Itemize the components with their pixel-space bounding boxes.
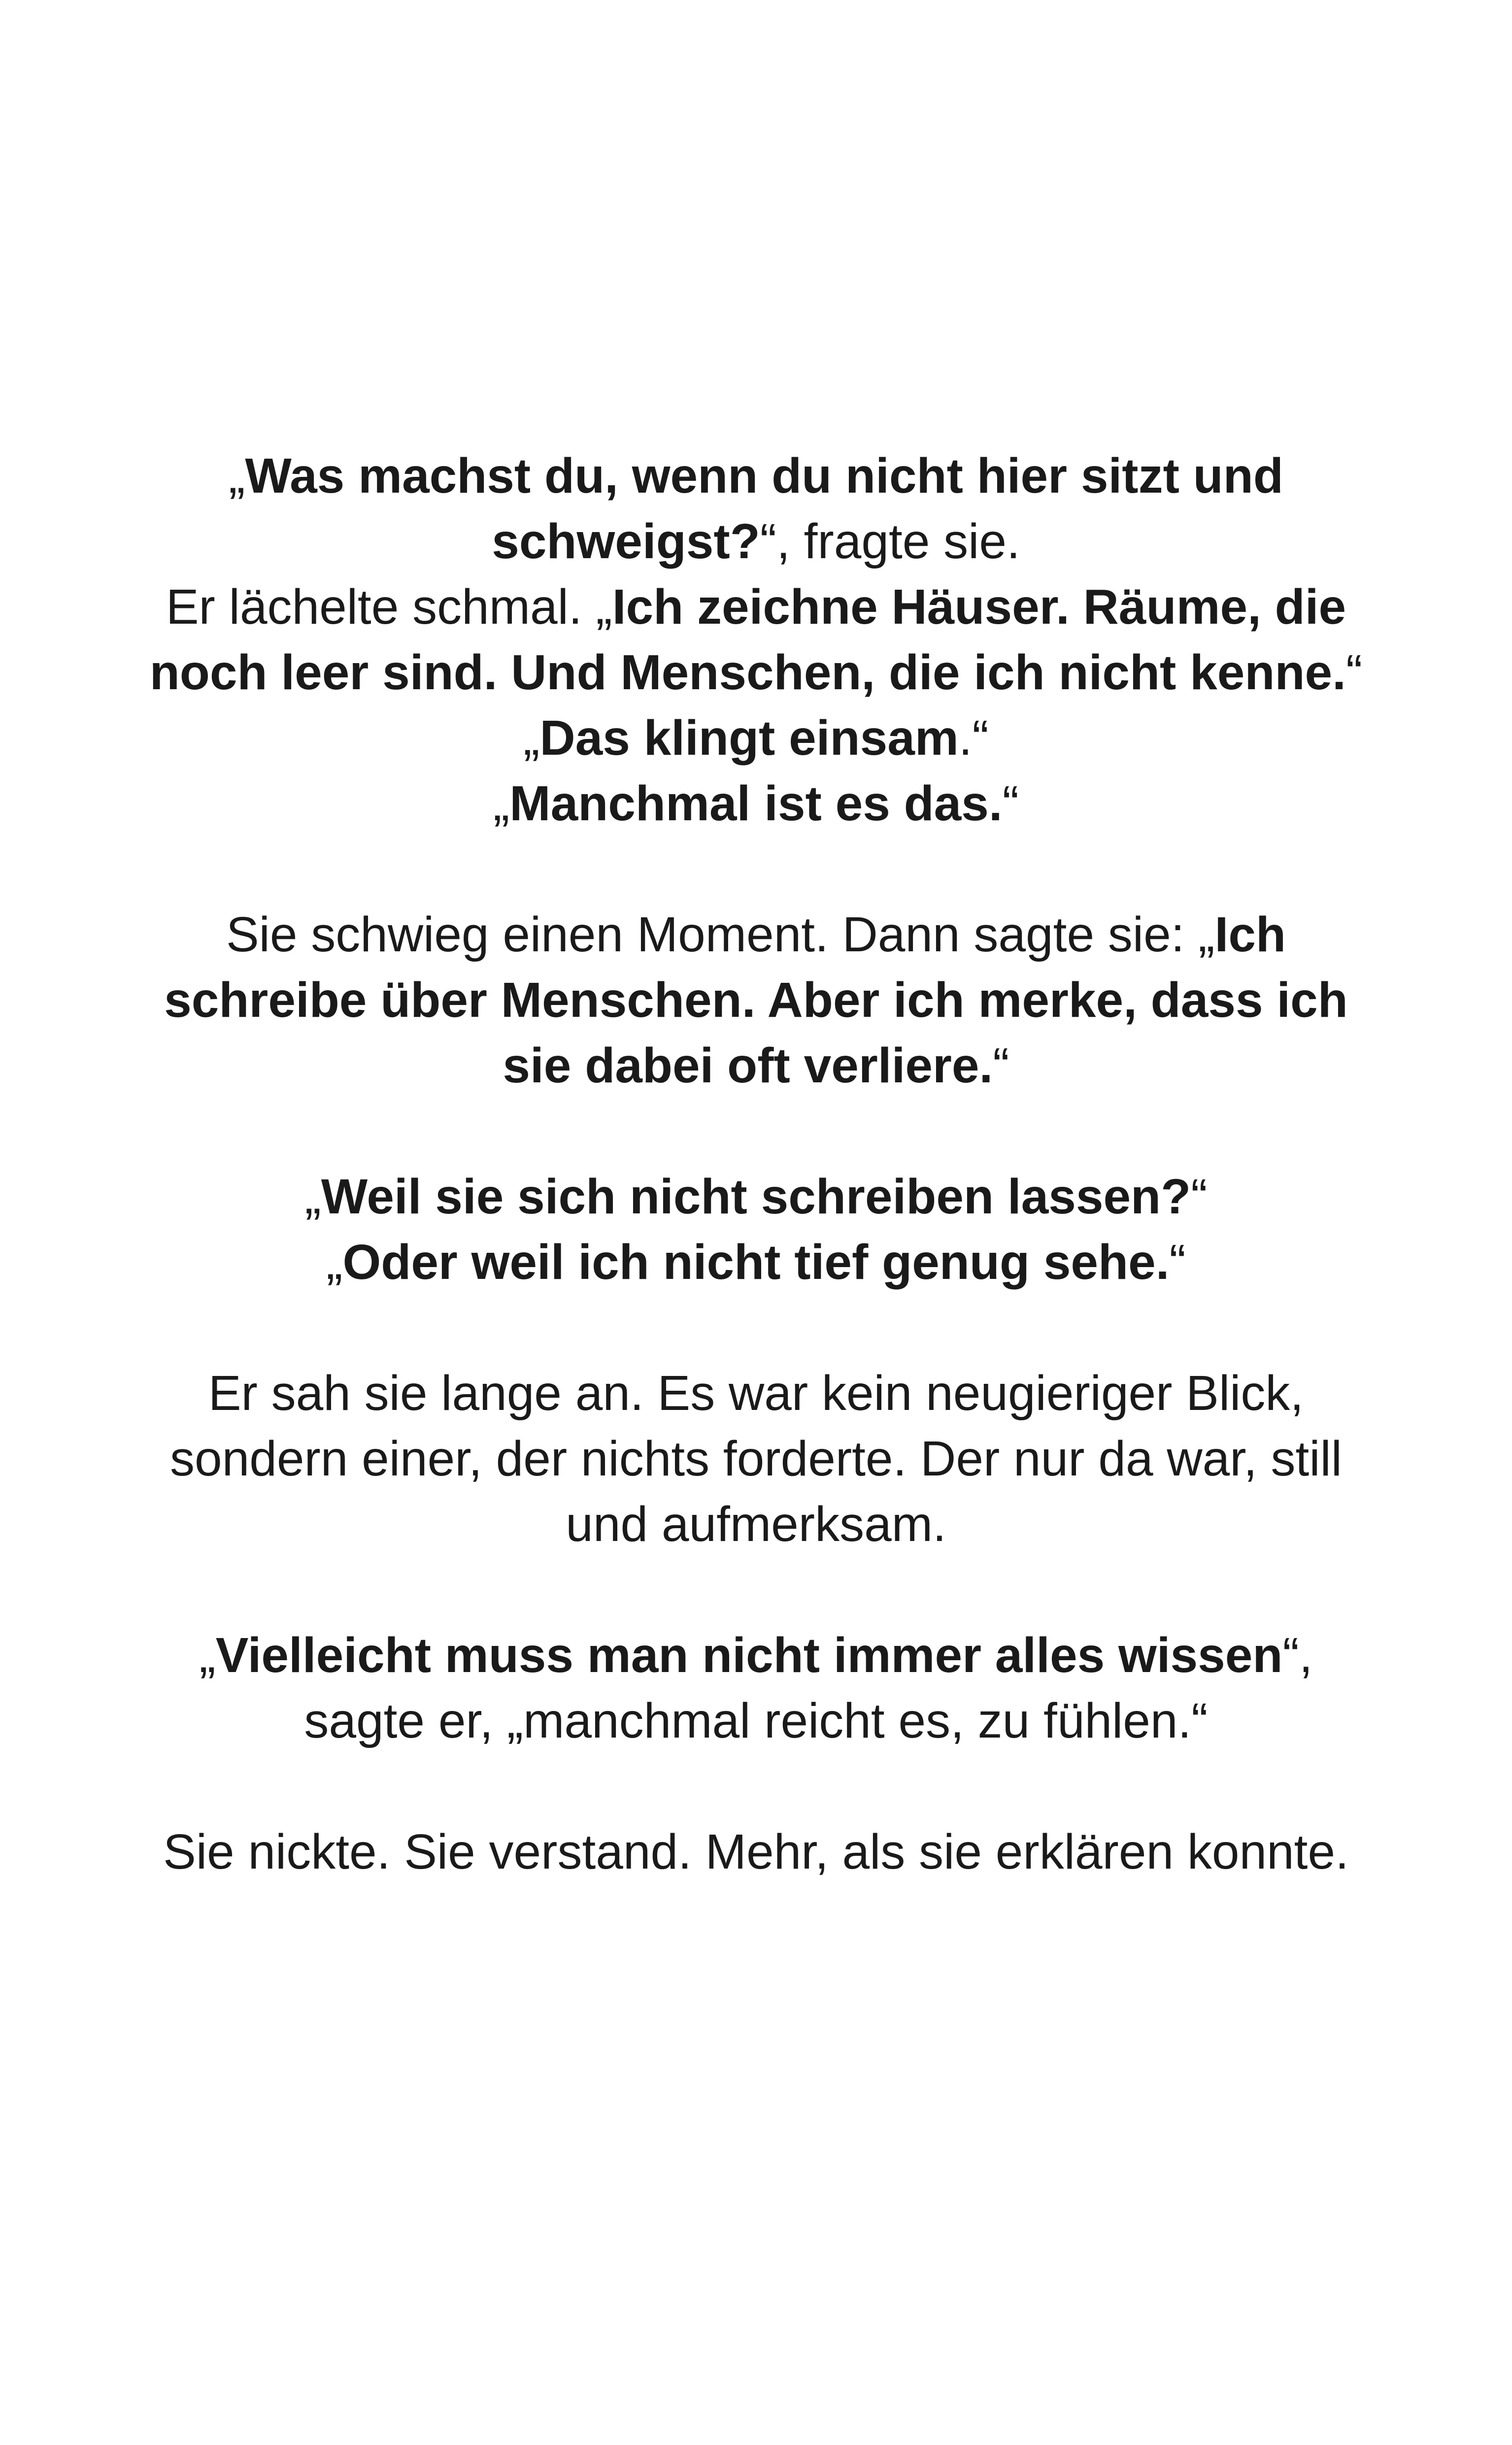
spoken-text: Das klingt einsam — [539, 710, 959, 766]
quote-close: “ — [993, 1038, 1009, 1093]
narration-paragraph — [148, 1361, 1364, 1557]
dialogue-line-4 — [148, 771, 1364, 837]
dialogue-line-5 — [148, 902, 1364, 1099]
quote-close: “ — [1345, 645, 1363, 700]
paragraph-gap — [148, 837, 1364, 902]
paragraph-gap — [148, 1099, 1364, 1164]
narration: “, fragte sie. — [760, 514, 1020, 569]
narration: Sie schwieg einen Moment. Dann sagte sie: „ — [226, 907, 1215, 962]
dialogue-line-1 — [148, 443, 1364, 574]
closing-paragraph — [148, 1819, 1364, 1885]
narration: Er lächelte schmal. „ — [166, 579, 612, 635]
quote-open: „ — [493, 776, 510, 831]
spoken-text: Vielleicht muss man nicht immer alles wissen — [215, 1628, 1283, 1683]
dialogue-line-2 — [148, 574, 1364, 705]
quote-open: „ — [326, 1235, 343, 1290]
story-text — [148, 443, 1364, 1885]
quote-close: “ — [1169, 1235, 1186, 1290]
dialogue-line-8 — [148, 1623, 1364, 1754]
spoken-text: Oder weil ich nicht tief genug sehe. — [342, 1235, 1170, 1290]
quote-close: “ — [1002, 776, 1019, 831]
spoken-text: Ich zeichne Häuser. Räume, die noch leer sind. Und Menschen, die ich nicht kenne. — [149, 579, 1346, 700]
paragraph-gap — [148, 1754, 1364, 1819]
dialogue-line-7 — [148, 1230, 1364, 1295]
quote-open: „ — [199, 1628, 216, 1683]
paragraph-gap — [148, 1295, 1364, 1361]
spoken-text: Was machst du, wenn du nicht hier sitzt und schweigst? — [245, 448, 1283, 569]
quote-close: “ — [1191, 1169, 1208, 1224]
paragraph-gap — [148, 1557, 1364, 1623]
dialogue-line-6 — [148, 1164, 1364, 1230]
quote-open: „ — [229, 448, 245, 503]
quote-open: „ — [523, 710, 540, 766]
quote-open: „ — [304, 1169, 321, 1224]
narration: Sie nickte. Sie verstand. Mehr, als sie erklären konnte. — [163, 1824, 1349, 1879]
spoken-text: Ich schreibe über Menschen. Aber ich merke, dass ich sie dabei oft verliere. — [164, 907, 1348, 1093]
narration: Er sah sie lange an. Es war kein neugieriger Blick, sondern einer, der nichts forderte. Der nur da war, still und aufmerksam. — [170, 1366, 1342, 1552]
dialogue-line-3 — [148, 705, 1364, 771]
spoken-text: Manchmal ist es das. — [509, 776, 1003, 831]
narration: “, sagte er, „manchmal reicht es, zu fühlen.“ — [304, 1628, 1313, 1748]
quote-close: .“ — [958, 710, 989, 766]
spoken-text: Weil sie sich nicht schreiben lassen? — [321, 1169, 1191, 1224]
